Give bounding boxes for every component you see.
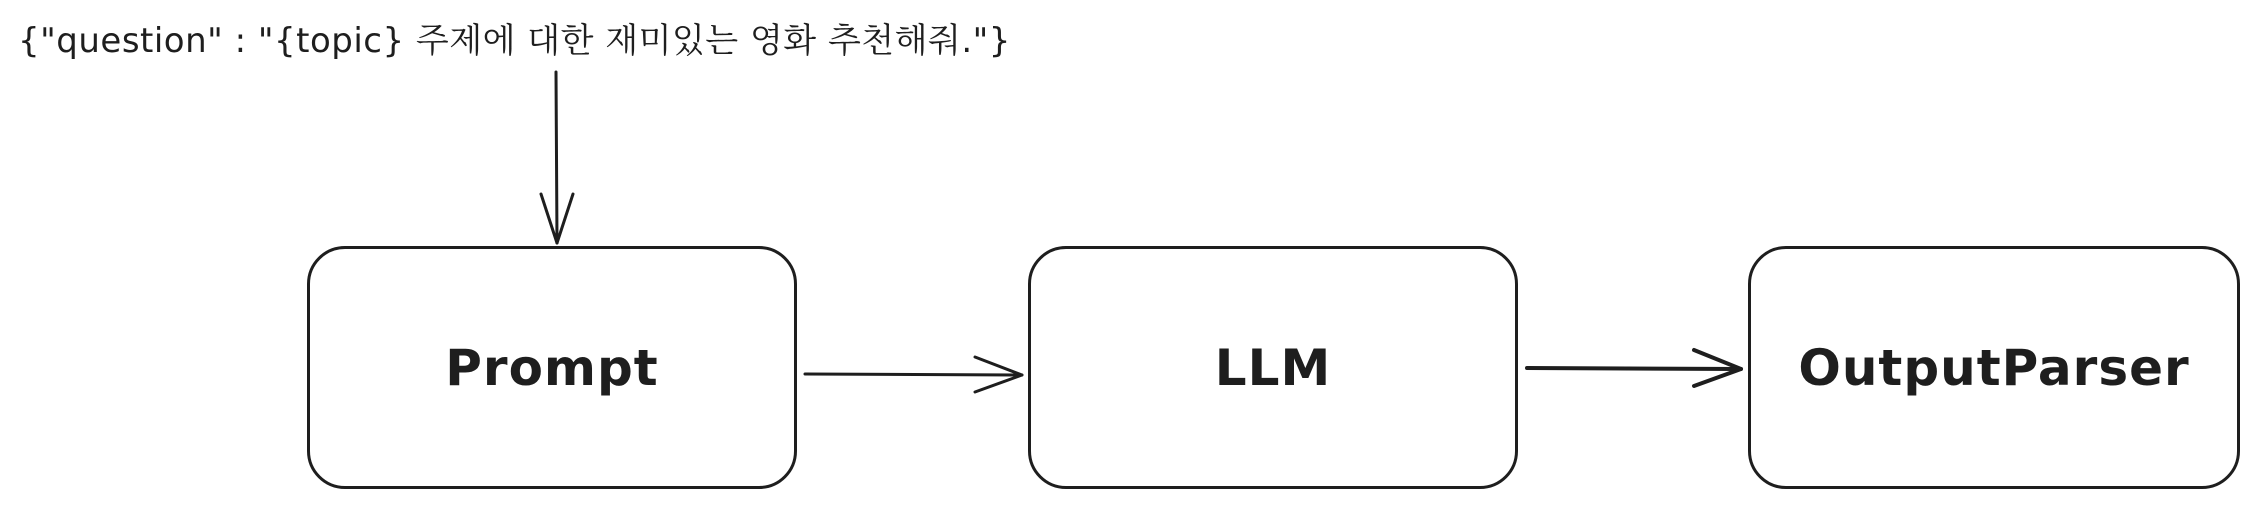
llm-node-label: LLM [1214,338,1332,397]
prompt-node [307,246,797,489]
arrow-llm-to-parser [1527,350,1741,386]
arrow-prompt-to-llm [805,357,1022,392]
llm-node [1028,246,1518,489]
prompt-node-label: Prompt [445,338,659,397]
output-parser-node-label: OutputParser [1798,338,2190,397]
output-parser-node [1748,246,2240,489]
input-text: {"question" : "{topic} 주제에 대한 재미있는 영화 추천해줘."} [18,21,1011,61]
arrow-input-to-prompt [541,72,573,243]
